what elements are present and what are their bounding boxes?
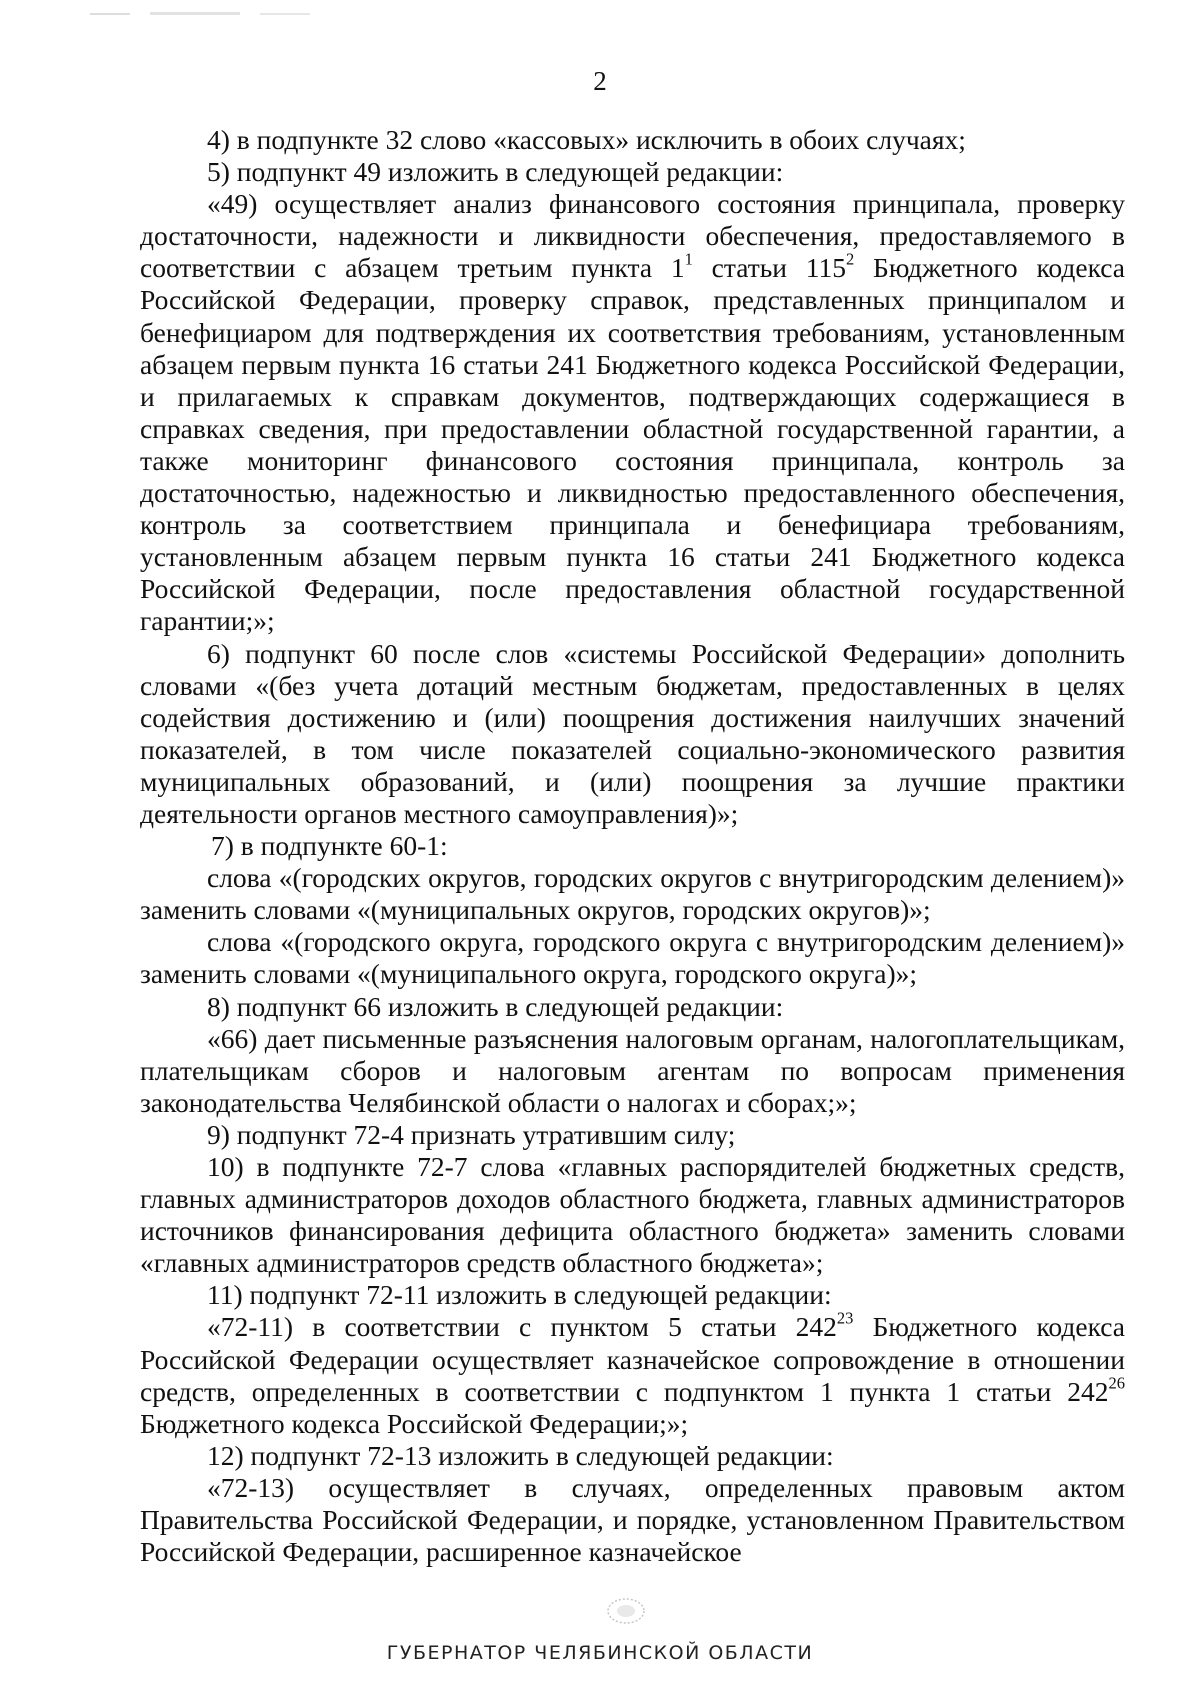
scan-artifact: [90, 10, 320, 18]
paragraph-item-4: 4) в подпункте 32 слово «кассовых» исключить в обоих случаях;: [207, 124, 966, 155]
paragraph-item-8: 8) подпункт 66 изложить в следующей редакции:: [207, 990, 784, 1022]
text-run: Бюджетного кодекса Российской Федерации;»;: [140, 1407, 689, 1439]
superscript: 1: [684, 250, 693, 269]
text-run: «72-11) в соответствии с пунктом 5 статьи 242: [207, 1311, 837, 1343]
paragraph-item-6: 6) подпункт 60 после слов «системы Российской Федерации» дополнить словами «(без учета дотаций местным бюджетам, предоставленных в целях содействия достижению и (или) поощрения достижения наилучших значений показателей, в том числе показателей социально-экономического развития муниципальных образований, и (или) поощрения за лучшие практики деятельности органов местного самоуправления)»;: [140, 637, 1125, 829]
text-run: статьи 115: [692, 252, 847, 284]
paragraph-item-9: 9) подпункт 72-4 признать утратившим силу;: [207, 1118, 736, 1150]
superscript: 26: [1108, 1373, 1125, 1393]
paragraph-item-10: 10) в подпункте 72-7 слова «главных распорядителей бюджетных средств, главных администраторов доходов областного бюджета, главных администраторов источников финансирования дефицита областного бюджета» заменить словами «главных администраторов средств областного бюджета»;: [140, 1151, 1125, 1279]
page-number: 2: [593, 66, 607, 96]
superscript: 2: [846, 250, 855, 269]
paragraph-quote-66: «66) дает письменные разъяснения налоговым органам, налогоплательщикам, плательщикам сборов и налоговым агентам по вопросам применения законодательства Челябинской области о налогах и сборах;»;: [140, 1022, 1125, 1118]
paragraph-item-11: 11) подпункт 72-11 изложить в следующей редакции:: [207, 1279, 832, 1311]
paragraph-quote-72-11: [140, 1311, 1125, 1439]
paragraph-item-12: 12) подпункт 72-13 изложить в следующей редакции:: [207, 1439, 834, 1471]
paragraph-quote-72-13: «72-13) осуществляет в случаях, определенных правовым актом Правительства Российской Федерации, и порядке, установленном Правительством Российской Федерации, расширенное казначейское: [140, 1471, 1125, 1568]
paragraph-item-5: 5) подпункт 49 изложить в следующей редакции:: [207, 156, 784, 188]
text-run: Бюджетного кодекса Российской Федерации осуществляет казначейское сопровождение в отношении средств, определенных в соответствии с подпунктом 1 пункта 1 статьи 242: [140, 1311, 1125, 1407]
text-run: Бюджетного кодекса Российской Федерации, проверку справок, представленных принципалом и бенефициаром для подтверждения их соответствия требованиям, установленным абзацем первым пункта 16 статьи 241 Бюджетного кодекса Российской Федерации, и прилагаемых к справкам документов, подтверждающих содержащиеся в справках сведения, при предоставлении областной государственной гарантии, а также мониторинг финансового состояния принципала, контроль за достаточностью, надежностью и ликвидностью предоставленного обеспечения, контроль за соответствием принципала и бенефициара требованиям, установленным абзацем первым пункта 16 статьи 241 Бюджетного кодекса Российской Федерации, после предоставления областной государственной гарантии;»;: [140, 252, 1125, 637]
paragraph-quote-49: [140, 188, 1125, 637]
paragraph-words-2: слова «(городского округа, городского округа с внутригородским делением)» заменить словами «(муниципального округа, городского округа)»;: [140, 926, 1125, 990]
text-run: «49) осуществляет анализ финансового состояния принципала, проверку достаточности, надежности и ликвидности обеспечения, предоставляемого в соответствии с абзацем третьим пункта 1: [140, 188, 1125, 284]
paragraph-words-1: слова «(городских округов, городских округов с внутригородским делением)» заменить словами «(муниципальных округов, городских округов)»;: [140, 862, 1125, 926]
footer-signature: ГУБЕРНАТОР ЧЕЛЯБИНСКОЙ ОБЛАСТИ: [386, 1642, 814, 1664]
stamp-mark: [604, 1596, 648, 1626]
paragraph-item-7: 7) в подпункте 60-1:: [211, 830, 448, 862]
superscript: 23: [836, 1309, 854, 1329]
document-body: [140, 124, 1125, 1568]
